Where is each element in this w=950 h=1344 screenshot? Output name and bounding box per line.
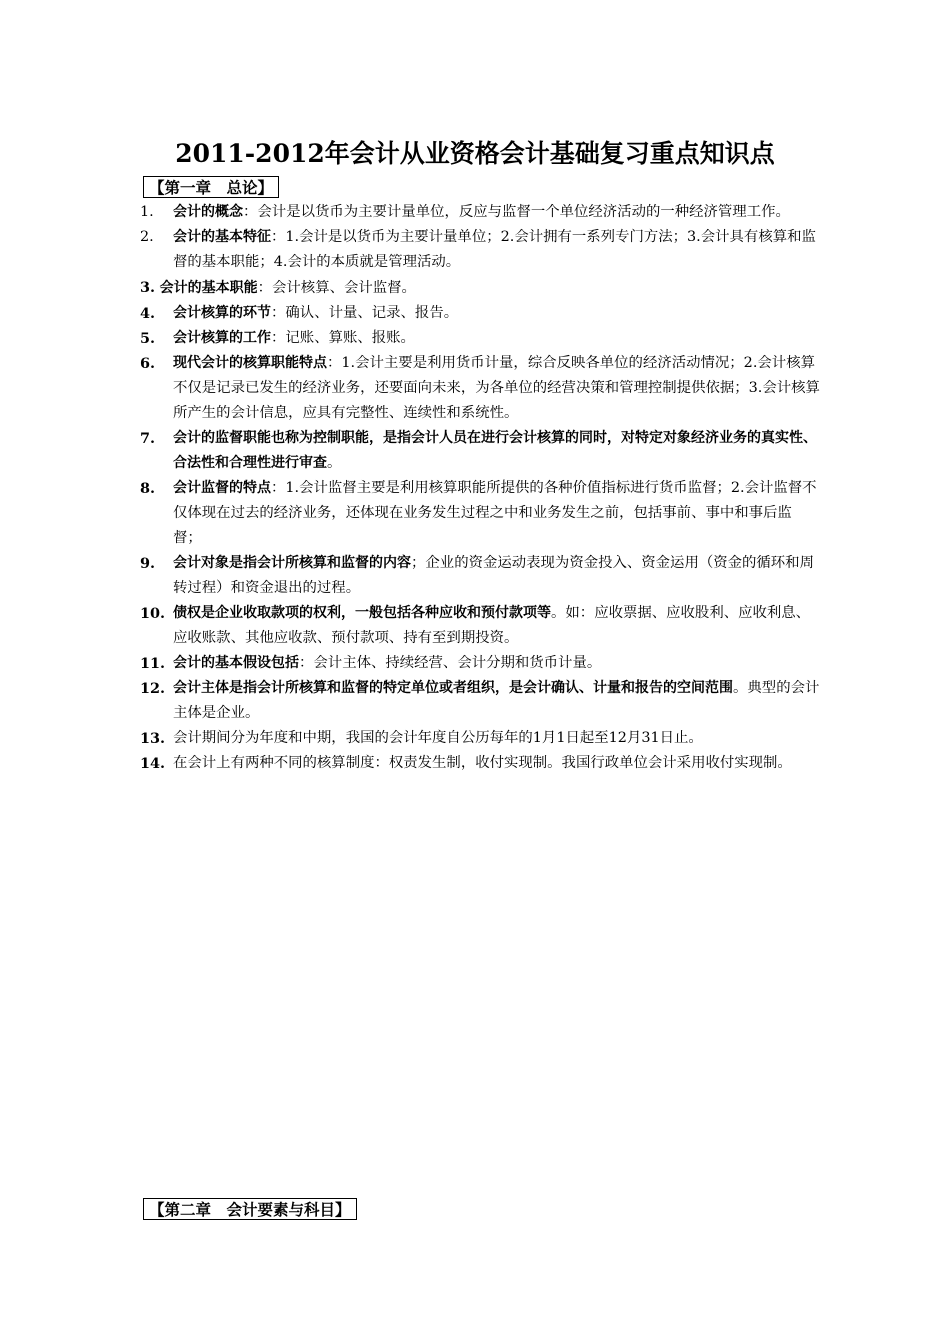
- list-item: [140, 676, 820, 726]
- item-number: 10.: [140, 605, 166, 622]
- item-text: 会计期间分为年度和中期，我国的会计年度自公历每年的1月1日起至12月31日止。: [173, 730, 703, 746]
- list-item: [140, 751, 820, 776]
- item-key: 会计监督的特点: [173, 480, 271, 496]
- chapter-2-heading: 【第二章 会计要素与科目】: [143, 1198, 357, 1220]
- item-key: 会计的监督职能也称为控制职能，是指会计人员在进行会计核算的同时，对特定对象经济业务的真实性、合法性和合理性进行审查: [173, 430, 817, 471]
- knowledge-list: [140, 200, 820, 776]
- item-sep: ：: [271, 305, 286, 321]
- item-key: 会计核算的环节: [173, 305, 271, 321]
- item-number: 11.: [140, 655, 166, 672]
- item-sep: 。: [733, 680, 748, 696]
- item-key: 会计对象是指会计所核算和监督的内容: [173, 555, 411, 571]
- item-text: 典型的会计主体是企业。: [173, 680, 820, 721]
- item-number: 9.: [140, 555, 156, 572]
- item-number: 1.: [140, 204, 154, 220]
- chapter-1-heading: 【第一章 总论】: [143, 176, 279, 198]
- item-sep: ：: [243, 204, 258, 220]
- item-key: 债权是企业收取款项的权利，一般包括各种应收和预付款项等: [173, 605, 551, 621]
- item-text: 1.会计主要是利用货币计量，综合反映各单位的经济活动情况；2.会计核算不仅是记录已发生的经济业务，还要面向未来，为各单位的经营决策和管理控制提供依据；3.会计核算所产生的会计信息，应具有完整性、连续性和系统性。: [173, 355, 820, 421]
- item-text: 。: [327, 455, 342, 471]
- item-number: 4.: [140, 305, 156, 322]
- item-number: 6.: [140, 355, 156, 372]
- item-number: 12.: [140, 680, 166, 697]
- item-text: 会计主体、持续经营、会计分期和货币计量。: [313, 655, 602, 671]
- item-key: 会计的概念: [173, 204, 243, 220]
- list-item: [140, 726, 820, 751]
- item-key: 会计的基本职能: [159, 280, 258, 296]
- list-item: [140, 351, 820, 426]
- item-text: 记账、算账、报账。: [285, 330, 415, 346]
- list-item: [140, 301, 820, 326]
- item-sep: ：: [271, 480, 286, 496]
- item-sep: ：: [271, 330, 286, 346]
- item-text: 在会计上有两种不同的核算制度：权责发生制，收付实现制。我国行政单位会计采用收付实现制。: [173, 755, 792, 771]
- list-item: [140, 601, 820, 651]
- page-title: 2011-2012年会计从业资格会计基础复习重点知识点: [175, 139, 775, 168]
- item-text: 企业的资金运动表现为资金投入、资金运用（资金的循环和周转过程）和资金退出的过程。: [173, 555, 814, 596]
- list-item: [140, 551, 820, 601]
- item-text: 确认、计量、记录、报告。: [285, 305, 459, 321]
- list-item: [140, 225, 820, 275]
- item-key: 会计主体是指会计所核算和监督的特定单位或者组织，是会计确认、计量和报告的空间范围: [173, 680, 733, 696]
- item-sep: ：: [299, 655, 314, 671]
- item-text: 会计是以货币为主要计量单位，反应与监督一个单位经济活动的一种经济管理工作。: [257, 204, 790, 220]
- item-sep: ：: [257, 280, 273, 296]
- item-key: 现代会计的核算职能特点: [173, 355, 327, 371]
- item-text: 1.会计监督主要是利用核算职能所提供的各种价值指标进行货币监督；2.会计监督不仅体现在过去的经济业务，还体现在业务发生过程之中和业务发生之前，包括事前、事中和事后监督；: [173, 480, 817, 546]
- item-number: 14.: [140, 755, 166, 772]
- item-number: 3.: [140, 279, 156, 296]
- item-number: 7.: [140, 430, 156, 447]
- list-item: [140, 200, 820, 225]
- item-number: 5.: [140, 330, 156, 347]
- list-item: [140, 476, 820, 551]
- item-text: 如：应收票据、应收股利、应收利息、应收账款、其他应收款、预付款项、持有至到期投资。: [173, 605, 811, 646]
- list-item: [140, 426, 820, 476]
- item-text: 会计核算、会计监督。: [272, 280, 416, 296]
- item-sep: ；: [411, 555, 426, 571]
- item-sep: ：: [271, 229, 286, 245]
- item-number: 2.: [140, 229, 154, 245]
- list-item: [140, 326, 820, 351]
- item-key: 会计的基本特征: [173, 229, 271, 245]
- item-text: 1.会计是以货币为主要计量单位；2.会计拥有一系列专门方法；3.会计具有核算和监督的基本职能；4.会计的本质就是管理活动。: [173, 229, 816, 270]
- list-item: [140, 275, 820, 301]
- item-number: 8.: [140, 480, 156, 497]
- item-sep: 。: [551, 605, 566, 621]
- list-item: [140, 651, 820, 676]
- item-key: 会计核算的工作: [173, 330, 271, 346]
- item-number: 13.: [140, 730, 166, 747]
- item-key: 会计的基本假设包括: [173, 655, 299, 671]
- item-sep: ：: [327, 355, 342, 371]
